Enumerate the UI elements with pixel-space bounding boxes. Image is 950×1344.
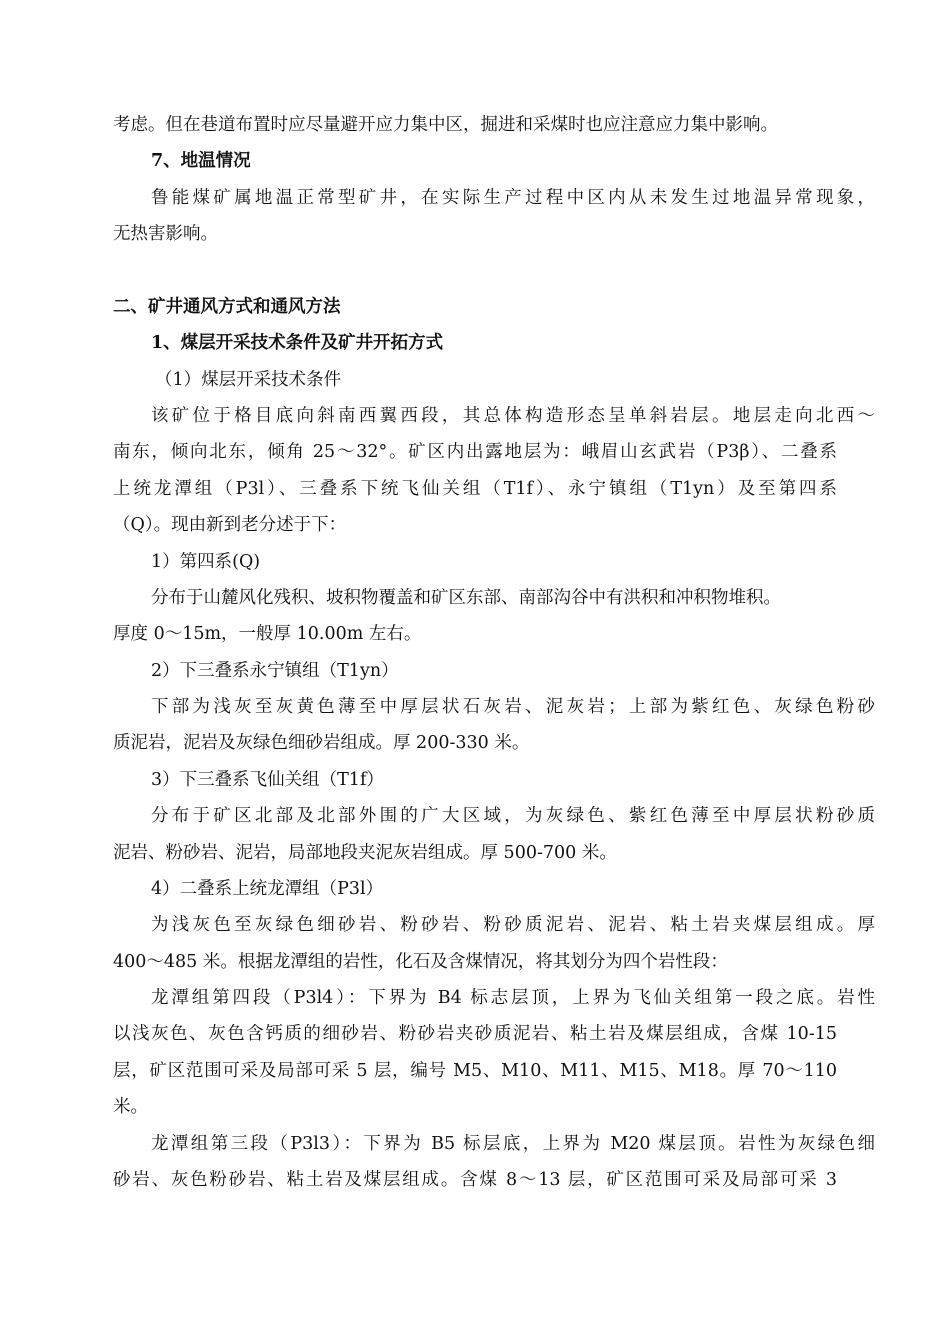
item-heading-4: 4）二叠系上统龙潭组（P3l） (151, 879, 384, 899)
paragraph-line: 质泥岩，泥岩及灰绿色细砂岩组成。厚 200-330 米。 (113, 733, 530, 753)
item-heading-1: 1）第四系(Q) (151, 552, 261, 572)
paragraph-line: 该矿位于格目底向斜南西翼西段，其总体构造形态呈单斜岩层。地层走向北西～ (151, 406, 875, 426)
paragraph-line: 分布于矿区北部及北部外围的广大区域，为灰绿色、紫红色薄至中厚层状粉砂质 (151, 806, 875, 826)
paragraph-line: 南东，倾向北东，倾角 25～32°。矿区内出露地层为：峨眉山玄武岩（P3β）、二叠系 (113, 442, 837, 462)
paragraph-line: 考虑。但在巷道布置时应尽量避开应力集中区，掘进和采煤时也应注意应力集中影响。 (113, 115, 778, 135)
section-heading-7: 7、地温情况 (151, 151, 251, 171)
section-heading-1: 1、煤层开采技术条件及矿井开拓方式 (151, 333, 444, 353)
paragraph-line: 米。 (113, 1097, 148, 1117)
paragraph-line: 分布于山麓风化残积、坡积物覆盖和矿区东部、南部沟谷中有洪积和冲积物堆积。 (151, 588, 781, 608)
paragraph-line: 无热害影响。 (113, 224, 218, 244)
paragraph-line: 400～485 米。根据龙潭组的岩性，化石及含煤情况，将其划分为四个岩性段： (113, 952, 728, 972)
item-heading-3: 3）下三叠系飞仙关组（T1f） (151, 770, 384, 790)
paragraph-line: 鲁能煤矿属地温正常型矿井，在实际生产过程中区内从未发生过地温异常现象， (151, 188, 875, 208)
chapter-heading: 二、矿井通风方式和通风方法 (113, 297, 341, 317)
paragraph-line: 龙潭组第三段（P3l3）：下界为 B5 标层底，上界为 M20 煤层顶。岩性为灰绿色细 (151, 1134, 875, 1154)
paragraph-line: 上统龙潭组（P3l）、三叠系下统飞仙关组（T1f）、永宁镇组（T1yn）及至第四系 (113, 479, 837, 499)
paragraph-line: 以浅灰色、灰色含钙质的细砂岩、粉砂岩夹砂质泥岩、粘土岩及煤层组成，含煤 10-15 (113, 1024, 837, 1044)
paragraph-line: 泥岩、粉砂岩、泥岩，局部地段夹泥灰岩组成。厚 500-700 米。 (113, 843, 617, 863)
paragraph-line: 为浅灰色至灰绿色细砂岩、粉砂岩、粉砂质泥岩、泥岩、粘土岩夹煤层组成。厚 (151, 915, 875, 935)
paragraph-line: 龙潭组第四段（P3l4）：下界为 B4 标志层顶，上界为飞仙关组第一段之底。岩性 (151, 988, 875, 1008)
paragraph-line: （Q）。现由新到老分述于下： (113, 515, 347, 535)
subsection-heading: （1）煤层开采技术条件 (155, 370, 342, 390)
paragraph-line: 下部为浅灰至灰黄色薄至中厚层状石灰岩、泥灰岩；上部为紫红色、灰绿色粉砂 (151, 697, 875, 717)
paragraph-line: 厚度 0～15m，一般厚 10.00m 左右。 (113, 624, 422, 644)
item-heading-2: 2）下三叠系永宁镇组（T1yn） (151, 661, 399, 681)
paragraph-line: 砂岩、灰色粉砂岩、粘土岩及煤层组成。含煤 8～13 层，矿区范围可采及局部可采 3 (113, 1170, 837, 1190)
paragraph-line: 层，矿区范围可采及局部可采 5 层，编号 M5、M10、M11、M15、M18。厚 70～110 (113, 1061, 837, 1081)
